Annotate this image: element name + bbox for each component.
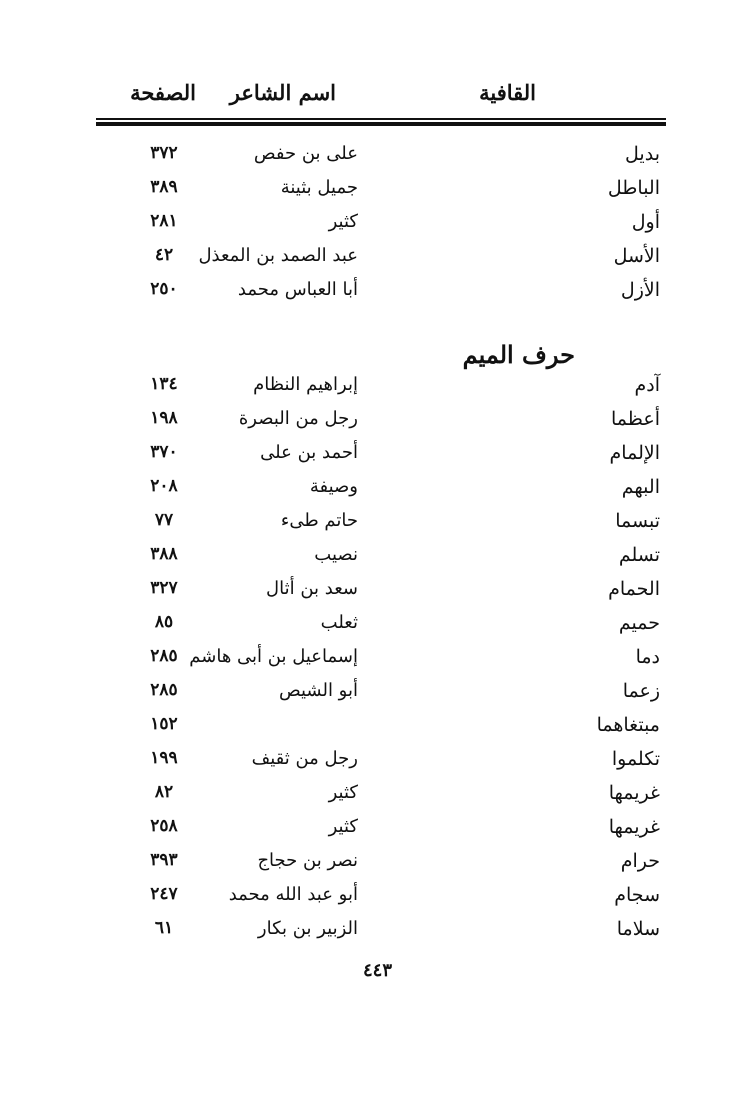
table-row: [96, 578, 666, 608]
page-cell: ١٥٢: [150, 714, 178, 734]
table-row: [96, 884, 666, 914]
page-cell: ٢٤٧: [150, 884, 178, 904]
page-number: ٤٤٣: [362, 960, 392, 981]
poet-cell: وصيفة: [309, 476, 358, 497]
rhyme-cell: تسلم: [618, 544, 660, 566]
table-row: [96, 143, 666, 173]
rhyme-cell: الحمام: [608, 578, 660, 600]
page-cell: ٢٠٨: [150, 476, 178, 496]
page-cell: ١٣٤: [150, 374, 178, 394]
page-cell: ٣٨٨: [150, 544, 178, 564]
table-row: [96, 544, 666, 574]
rhyme-cell: الأزل: [620, 279, 660, 301]
poet-cell: جميل بثينة: [280, 177, 358, 198]
table-row: [96, 408, 666, 438]
rhyme-cell: زعما: [622, 680, 660, 702]
page-cell: ٣٧٠: [150, 442, 178, 462]
table-row: [96, 279, 666, 309]
page-cell: ٣٨٩: [150, 177, 178, 197]
table-row: [96, 476, 666, 506]
rhyme-cell: حرام: [620, 850, 660, 872]
header-rule-thick: [96, 122, 666, 126]
poet-cell: نصر بن حجاج: [257, 850, 358, 871]
poet-cell: إبراهيم النظام: [253, 374, 358, 395]
rhyme-cell: الأسل: [613, 245, 660, 267]
page-cell: ٢٨١: [150, 211, 178, 231]
page-cell: ٦١: [154, 918, 174, 938]
page-cell: ٢٨٥: [150, 680, 178, 700]
poet-cell: كثير: [328, 782, 358, 803]
page-cell: ٢٥٠: [150, 279, 178, 299]
poet-cell: أحمد بن على: [260, 442, 358, 463]
rhyme-cell: البهم: [621, 476, 660, 498]
page-cell: ١٩٨: [150, 408, 178, 428]
table-row: [96, 782, 666, 812]
page-cell: ١٩٩: [150, 748, 178, 768]
poet-cell: نصيب: [314, 544, 358, 565]
poet-cell: ثعلب: [320, 612, 358, 633]
section-title-meem: حرف الميم: [462, 340, 575, 369]
header-rule-thin: [96, 118, 666, 120]
table-row: [96, 918, 666, 948]
page-cell: ٢٨٥: [150, 646, 178, 666]
table-row: [96, 442, 666, 472]
rhyme-cell: مبتغاهما: [596, 714, 660, 736]
rhyme-cell: بديل: [625, 143, 660, 165]
table-row: [96, 177, 666, 207]
page-cell: ٣٢٧: [150, 578, 178, 598]
poet-cell: رجل من ثقيف: [251, 748, 358, 769]
poet-cell: أبو عبد الله محمد: [228, 884, 358, 905]
rhyme-cell: سلاما: [616, 918, 660, 940]
poet-cell: أبا العباس محمد: [237, 279, 358, 300]
poet-cell: رجل من البصرة: [238, 408, 358, 429]
page-cell: ٣٧٢: [150, 143, 178, 163]
rhyme-cell: دما: [635, 646, 660, 668]
header-page: الصفحة: [130, 80, 196, 105]
table-row: [96, 612, 666, 642]
table-row: [96, 816, 666, 846]
header-rhyme: القافية: [479, 80, 536, 105]
page-cell: ٤٢: [154, 245, 174, 265]
poet-cell: إسماعيل بن أبى هاشم: [189, 646, 358, 667]
table-row: [96, 748, 666, 778]
table-row: [96, 714, 666, 744]
table-row: [96, 850, 666, 880]
table-row: [96, 510, 666, 540]
poet-cell: عبد الصمد بن المعذل: [198, 245, 358, 266]
table-row: [96, 211, 666, 241]
table-row: [96, 680, 666, 710]
rhyme-cell: تكلموا: [611, 748, 660, 770]
poet-cell: الزبير بن بكار: [257, 918, 358, 939]
rhyme-cell: غريمها: [608, 782, 660, 804]
rhyme-cell: الإلمام: [609, 442, 660, 464]
rhyme-cell: غريمها: [608, 816, 660, 838]
rhyme-cell: أعظما: [611, 408, 660, 430]
page-cell: ٣٩٣: [150, 850, 178, 870]
table-row: [96, 245, 666, 275]
table-header: [96, 80, 666, 112]
rhyme-cell: أول: [631, 211, 660, 233]
rhyme-cell: تبسما: [615, 510, 660, 532]
table-row: [96, 374, 666, 404]
poet-cell: كثير: [328, 816, 358, 837]
page-cell: ٨٢: [154, 782, 174, 802]
poet-cell: كثير: [328, 211, 358, 232]
rhyme-cell: آدم: [634, 374, 660, 396]
rhyme-cell: حميم: [618, 612, 660, 634]
page-cell: ٧٧: [154, 510, 174, 530]
page-cell: ٨٥: [154, 612, 174, 632]
poet-cell: حاتم طىء: [280, 510, 358, 531]
page-cell: ٢٥٨: [150, 816, 178, 836]
table-row: [96, 646, 666, 676]
poet-cell: سعد بن أثال: [266, 578, 358, 599]
rhyme-cell: سجام: [614, 884, 660, 906]
poet-cell: أبو الشيص: [278, 680, 358, 701]
header-poet: اسم الشاعر: [229, 80, 336, 105]
poet-cell: على بن حفص: [253, 143, 358, 164]
rhyme-cell: الباطل: [607, 177, 660, 199]
